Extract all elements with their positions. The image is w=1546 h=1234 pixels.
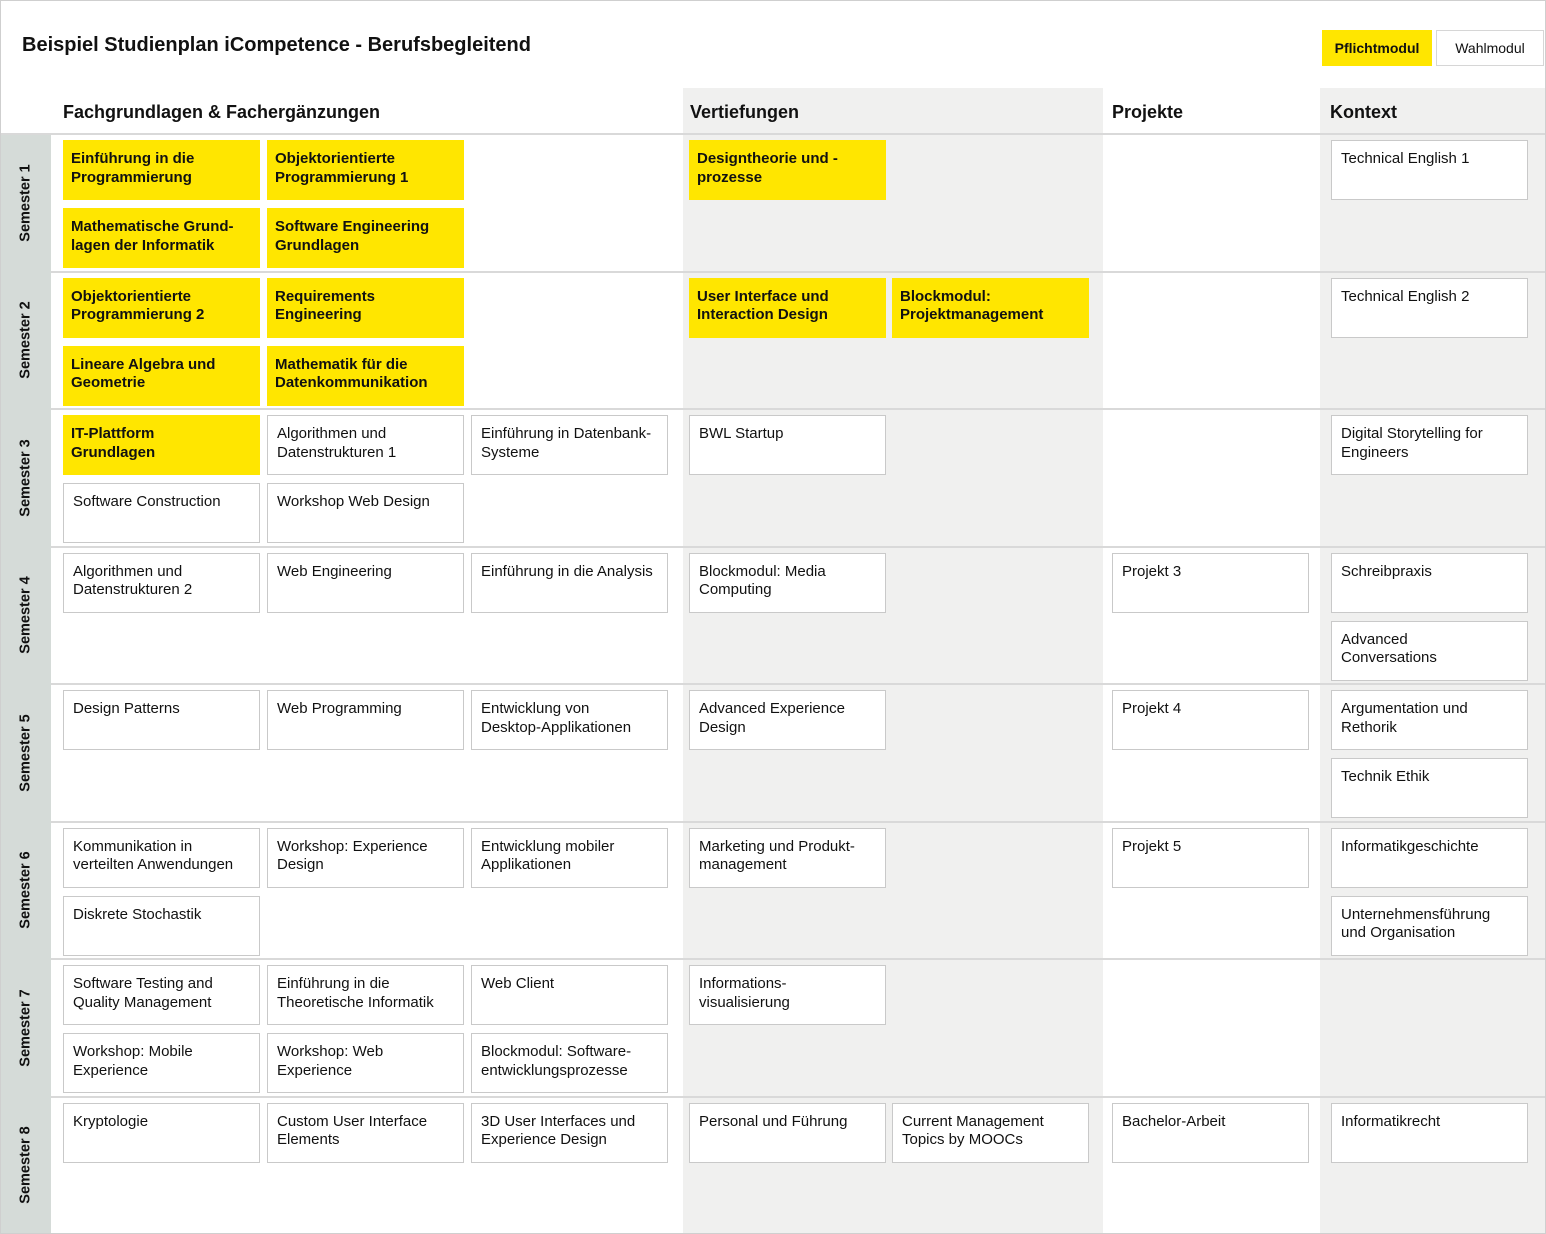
module-card-kontext: Advanced Conversations <box>1331 621 1528 681</box>
semester-label <box>0 959 51 1097</box>
module-card-fach: Einführung in die Analysis <box>471 553 668 613</box>
semester-label <box>0 134 51 272</box>
module-card-fach: Workshop Web Design <box>267 483 464 543</box>
module-card-vertiefungen: Informations- visualisierung <box>689 965 886 1025</box>
module-card-fach: Mathematische Grund- lagen der Informatik <box>63 208 260 268</box>
module-card-fach: Design Patterns <box>63 690 260 750</box>
module-card-kontext: Schreibpraxis <box>1331 553 1528 613</box>
module-card-vertiefungen: User Interface und Interaction Design <box>689 278 886 338</box>
module-card-fach: Workshop: Experience Design <box>267 828 464 888</box>
module-card-fach: Workshop: Mobile Experience <box>63 1033 260 1093</box>
module-card-fach: Requirements Engineering <box>267 278 464 338</box>
column-header-projekte: Projekte <box>1112 102 1184 122</box>
module-card-projekte: Bachelor-Arbeit <box>1112 1103 1309 1163</box>
module-card-fach: Lineare Algebra und Geometrie <box>63 346 260 406</box>
module-card-kontext: Digital Storytelling for Engineers <box>1331 415 1528 475</box>
module-card-vertiefungen: Blockmodul: Media Computing <box>689 553 886 613</box>
column-header-vertiefungen: Vertiefungen <box>690 102 800 122</box>
module-card-fach: Objektorientierte Programmierung 1 <box>267 140 464 200</box>
semester-label-text: Semester 8 <box>17 1126 34 1204</box>
semester-label-text: Semester 3 <box>17 439 34 517</box>
module-card-fach: Einführung in die Programmierung <box>63 140 260 200</box>
module-card-fach: Diskrete Stochastik <box>63 896 260 956</box>
module-card-fach: Kryptologie <box>63 1103 260 1163</box>
semester-label-text: Semester 2 <box>17 301 34 379</box>
column-header-fachgrundlagen: Fachgrundlagen & Fachergänzungen <box>63 102 381 122</box>
module-card-projekte: Projekt 5 <box>1112 828 1309 888</box>
semester-divider <box>51 546 1546 548</box>
column-header-kontext: Kontext <box>1330 102 1397 122</box>
module-card-kontext: Technical English 1 <box>1331 140 1528 200</box>
module-card-vertiefungen: BWL Startup <box>689 415 886 475</box>
semester-divider <box>51 821 1546 823</box>
module-card-kontext: Informatikrecht <box>1331 1103 1528 1163</box>
semester-label <box>0 547 51 685</box>
semester-divider <box>51 408 1546 410</box>
module-card-kontext: Unternehmensführung und Organisation <box>1331 896 1528 956</box>
semester-divider <box>51 271 1546 273</box>
module-card-kontext: Technik Ethik <box>1331 758 1528 818</box>
module-card-fach: Web Client <box>471 965 668 1025</box>
semester-label <box>0 409 51 547</box>
semester-label-text: Semester 7 <box>17 989 34 1067</box>
module-card-fach: Web Engineering <box>267 553 464 613</box>
module-card-vertiefungen: Advanced Experience Design <box>689 690 886 750</box>
module-card-vertiefungen: Blockmodul: Projektmanagement <box>892 278 1089 338</box>
semester-label <box>0 272 51 410</box>
semester-label <box>0 1097 51 1234</box>
module-card-fach: Einführung in Datenbank- Systeme <box>471 415 668 475</box>
module-card-fach: Software Testing and Quality Management <box>63 965 260 1025</box>
module-card-fach: Web Programming <box>267 690 464 750</box>
module-card-fach: Software Engineering Grundlagen <box>267 208 464 268</box>
semester-label <box>0 684 51 822</box>
module-card-fach: Entwicklung von Desktop-Applikationen <box>471 690 668 750</box>
module-card-fach: Software Construction <box>63 483 260 543</box>
module-card-projekte: Projekt 4 <box>1112 690 1309 750</box>
legend-wahlmodul: Wahlmodul <box>1436 30 1544 66</box>
module-card-fach: IT-Plattform Grundlagen <box>63 415 260 475</box>
semester-label-text: Semester 5 <box>17 714 34 792</box>
semester-label-text: Semester 6 <box>17 851 34 929</box>
legend-pflichtmodul: Pflichtmodul <box>1322 30 1432 66</box>
module-card-fach: Entwicklung mobiler Applikationen <box>471 828 668 888</box>
module-card-kontext: Argumentation und Rethorik <box>1331 690 1528 750</box>
module-card-fach: Objektorientierte Programmierung 2 <box>63 278 260 338</box>
module-card-vertiefungen: Current Management Topics by MOOCs <box>892 1103 1089 1163</box>
semester-label-text: Semester 4 <box>17 576 34 654</box>
semester-label <box>0 822 51 960</box>
module-card-vertiefungen: Designtheorie und - prozesse <box>689 140 886 200</box>
module-card-fach: Custom User Interface Elements <box>267 1103 464 1163</box>
module-card-fach: Workshop: Web Experience <box>267 1033 464 1093</box>
module-card-fach: Mathematik für die Datenkommunikation <box>267 346 464 406</box>
module-card-vertiefungen: Personal und Führung <box>689 1103 886 1163</box>
module-card-vertiefungen: Marketing und Produkt- management <box>689 828 886 888</box>
semester-divider <box>51 1096 1546 1098</box>
semester-divider <box>51 683 1546 685</box>
page-title: Beispiel Studienplan iCompetence - Berufsbegleitend <box>22 34 531 56</box>
module-card-projekte: Projekt 3 <box>1112 553 1309 613</box>
semester-label-text: Semester 1 <box>17 164 34 242</box>
module-card-fach: Algorithmen und Datenstrukturen 2 <box>63 553 260 613</box>
module-card-fach: Kommunikation in verteilten Anwendungen <box>63 828 260 888</box>
module-card-fach: 3D User Interfaces und Experience Design <box>471 1103 668 1163</box>
module-card-fach: Algorithmen und Datenstrukturen 1 <box>267 415 464 475</box>
module-card-kontext: Informatikgeschichte <box>1331 828 1528 888</box>
module-card-fach: Einführung in die Theoretische Informatik <box>267 965 464 1025</box>
module-card-fach: Blockmodul: Software- entwicklungsprozesse <box>471 1033 668 1093</box>
semester-divider <box>51 958 1546 960</box>
module-card-kontext: Technical English 2 <box>1331 278 1528 338</box>
